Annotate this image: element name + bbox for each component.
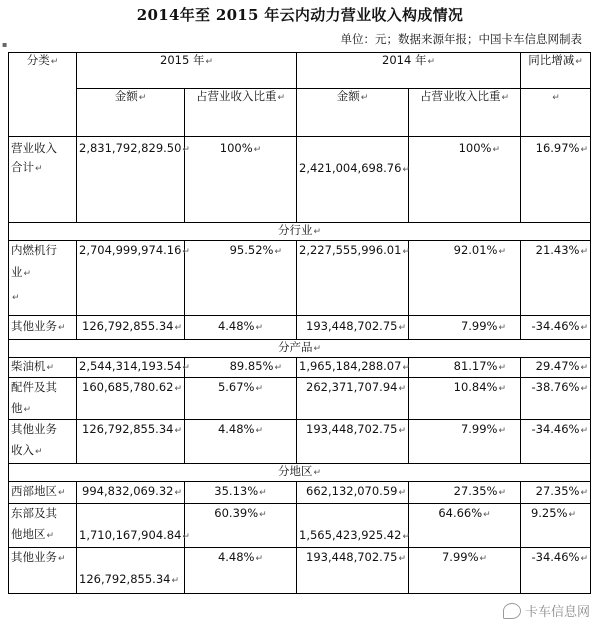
amount-2014: 1,965,184,288.07↵ — [297, 358, 409, 378]
header-amount-2014: 金额↵ — [297, 89, 409, 137]
table-row — [9, 378, 591, 420]
page-title: 2014年至 2015 年云内动力营业收入构成情况 — [136, 6, 464, 24]
section-label: 分地区↵ — [9, 464, 591, 482]
amount-2015: 2,704,999,974.16↵ — [77, 241, 185, 316]
amount-2015: 126,792,855.34↵ — [77, 316, 185, 340]
amount-2015: 2,544,314,193.54↵ — [77, 358, 185, 378]
share-2014: 7.99%↵ — [409, 420, 521, 464]
amount-2014: 662,132,070.59↵ — [297, 482, 409, 504]
header-share-2014: 占营业收入比重↵ — [409, 89, 521, 137]
amount-2014: 1,565,423,925.42↵ — [297, 504, 409, 548]
row-label: 其他业务↵ — [9, 548, 77, 594]
chat-bubble-icon — [503, 603, 521, 619]
table-row — [9, 316, 591, 340]
amount-2015: 160,685,780.62↵ — [77, 378, 185, 420]
section-row-product — [9, 340, 591, 358]
amount-2015: 994,832,069.32↵ — [77, 482, 185, 504]
amount-2015: 2,831,792,829.50↵ — [77, 137, 185, 223]
yoy: 16.97%↵ — [521, 137, 591, 223]
share-2014: 27.35%↵ — [409, 482, 521, 504]
amount-2015: 126,792,855.34↵ — [77, 420, 185, 464]
table-row — [9, 482, 591, 504]
header-year-2015: 2015 年↵ — [77, 53, 297, 89]
row-label: 西部地区↵ — [9, 482, 77, 504]
yoy: 29.47%↵ — [521, 358, 591, 378]
row-label: 内燃机行 业↵ ↵ — [9, 241, 77, 316]
yoy: -34.46%↵ — [521, 548, 591, 594]
table-subheader-row — [9, 89, 591, 137]
header-amount-2015: 金额↵ — [77, 89, 185, 137]
amount-2014: 262,371,707.94↵ — [297, 378, 409, 420]
paragraph-mark-icon: ▪ — [2, 40, 8, 49]
share-2015: 35.13%↵ — [185, 482, 297, 504]
amount-2015: 1,710,167,904.84↵ — [77, 504, 185, 548]
header-year-2014: 2014 年↵ — [297, 53, 521, 89]
share-2015: 89.85%↵ — [185, 358, 297, 378]
watermark — [503, 601, 590, 620]
yoy: 27.35%↵ — [521, 482, 591, 504]
amount-2014: 193,448,702.75↵ — [297, 548, 409, 594]
amount-2014: 193,448,702.75↵ — [297, 420, 409, 464]
unit-note: 单位：元；数据来源年报；中国卡车信息网制表 — [340, 32, 582, 46]
header-yoy-blank: ↵ — [521, 89, 591, 137]
row-label: 东部及其 他地区↵ — [9, 504, 77, 548]
share-2014: 92.01%↵ — [409, 241, 521, 316]
header-share-2015: 占营业收入比重↵ — [185, 89, 297, 137]
table-row — [9, 241, 591, 316]
table-row-total — [9, 137, 591, 223]
share-2014: 7.99%↵ — [409, 316, 521, 340]
header-category: 分类↵ — [9, 53, 77, 137]
yoy: -34.46%↵ — [521, 420, 591, 464]
row-label: 柴油机↵ — [9, 358, 77, 378]
row-label: 其他业务 收入↵ — [9, 420, 77, 464]
amount-2015: 126,792,855.34↵ — [77, 548, 185, 594]
table-row — [9, 504, 591, 548]
revenue-table — [8, 52, 591, 594]
section-label: 分产品↵ — [9, 340, 591, 358]
header-yoy: 同比增减↵ — [521, 53, 591, 89]
amount-2014: 193,448,702.75↵ — [297, 316, 409, 340]
watermark-text: 卡车信息网 — [524, 605, 590, 620]
amount-2014: 2,227,555,996.01↵ — [297, 241, 409, 316]
table-row — [9, 420, 591, 464]
share-2015: 4.48%↵ — [185, 420, 297, 464]
section-row-region — [9, 464, 591, 482]
table-header-row — [9, 53, 591, 89]
share-2014: 64.66%↵ — [409, 504, 521, 548]
share-2015: 5.67%↵ — [185, 378, 297, 420]
table-row — [9, 358, 591, 378]
row-label: 营业收入 合计↵ — [9, 137, 77, 223]
share-2014: 100%↵ — [409, 137, 521, 223]
share-2015: 60.39%↵ — [185, 504, 297, 548]
table-row — [9, 548, 591, 594]
share-2014: 7.99%↵ — [409, 548, 521, 594]
share-2015: 100%↵ — [185, 137, 297, 223]
share-2015: 95.52%↵ — [185, 241, 297, 316]
section-label: 分行业↵ — [9, 223, 591, 241]
share-2014: 10.84%↵ — [409, 378, 521, 420]
yoy: 21.43%↵ — [521, 241, 591, 316]
amount-2014: 2,421,004,698.76↵ — [297, 137, 409, 223]
yoy: -38.76%↵ — [521, 378, 591, 420]
share-2015: 4.48%↵ — [185, 548, 297, 594]
share-2014: 81.17%↵ — [409, 358, 521, 378]
row-label: 其他业务↵ — [9, 316, 77, 340]
share-2015: 4.48%↵ — [185, 316, 297, 340]
section-row-industry — [9, 223, 591, 241]
yoy: 9.25%↵ — [521, 504, 591, 548]
yoy: -34.46%↵ — [521, 316, 591, 340]
row-label: 配件及其 他↵ — [9, 378, 77, 420]
